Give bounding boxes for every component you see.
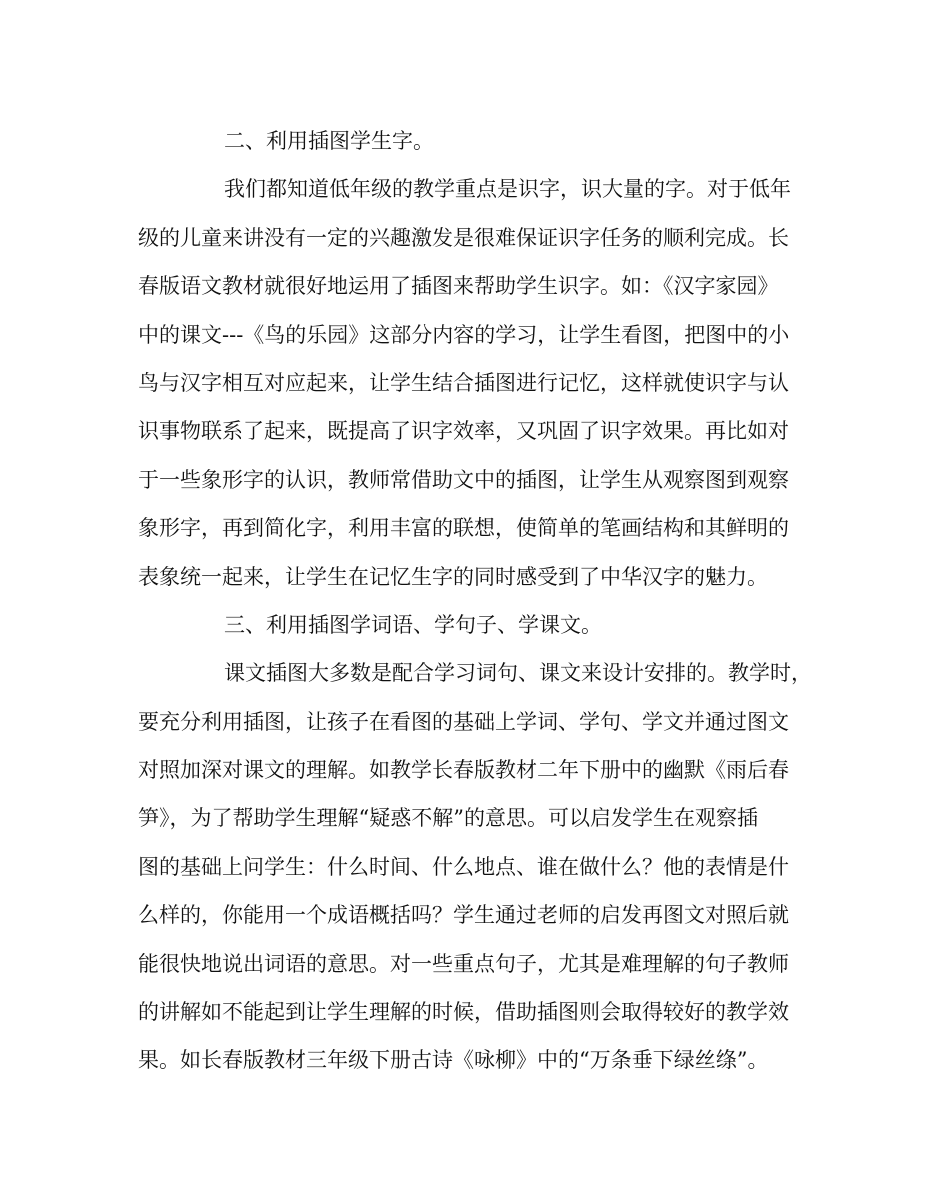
paragraph-line: 能很快地说出词语的意思。对一些重点句子，尤其是难理解的句子教师 <box>138 951 789 976</box>
paragraph-line: 对照加深对课文的理解。如教学长春版教材二年下册中的幽默《雨后春 <box>138 758 789 783</box>
paragraph-line: 的讲解如不能起到让学生理解的时候，借助插图则会取得较好的教学效 <box>138 1000 789 1025</box>
paragraph-line: 春版语文教材就很好地运用了插图来帮助学生识字。如：《汉字家园》 <box>138 274 779 299</box>
heading-3: 三、利用插图学词语、学句子、学课文。 <box>224 612 602 637</box>
paragraph-line: 笋》，为了帮助学生理解“疑惑不解”的意思。可以启发学生在观察插 <box>138 806 758 831</box>
document-body <box>138 117 838 1085</box>
paragraph-line: 表象统一起来，让学生在记忆生字的同时感受到了中华汉字的魅力。 <box>138 564 768 589</box>
paragraph-line: 果。如长春版教材三年级下册古诗《咏柳》中的“万条垂下绿丝绦”。 <box>138 1048 769 1073</box>
paragraph-line: 识事物联系了起来，既提高了识字效率，又巩固了识字效果。再比如对 <box>138 419 789 444</box>
paragraph-line: 级的儿童来讲没有一定的兴趣激发是很难保证识字任务的顺利完成。长 <box>138 225 789 250</box>
paragraph-line: 鸟与汉字相互对应起来，让学生结合插图进行记忆，这样就使识字与认 <box>138 370 789 395</box>
paragraph-line: 我们都知道低年级的教学重点是识字，识大量的字。对于低年 <box>224 177 791 202</box>
paragraph-line: 中的课文---《鸟的乐园》这部分内容的学习，让学生看图，把图中的小 <box>138 322 790 347</box>
heading-2: 二、利用插图学生字。 <box>224 129 434 153</box>
paragraph-line: 于一些象形字的认识，教师常借助文中的插图，让学生从观察图到观察 <box>138 467 789 492</box>
paragraph-line: 象形字，再到简化字，利用丰富的联想，使简单的笔画结构和其鲜明的 <box>138 516 789 541</box>
paragraph-line: 课文插图大多数是配合学习词句、课文来设计安排的。教学时， <box>224 661 812 686</box>
paragraph-line: 么样的，你能用一个成语概括吗？学生通过老师的启发再图文对照后就 <box>138 903 789 928</box>
paragraph-line: 要充分利用插图，让孩子在看图的基础上学词、学句、学文并通过图文 <box>138 709 789 734</box>
paragraph-line: 图的基础上问学生：什么时间、什么地点、谁在做什么？他的表情是什 <box>138 854 789 879</box>
